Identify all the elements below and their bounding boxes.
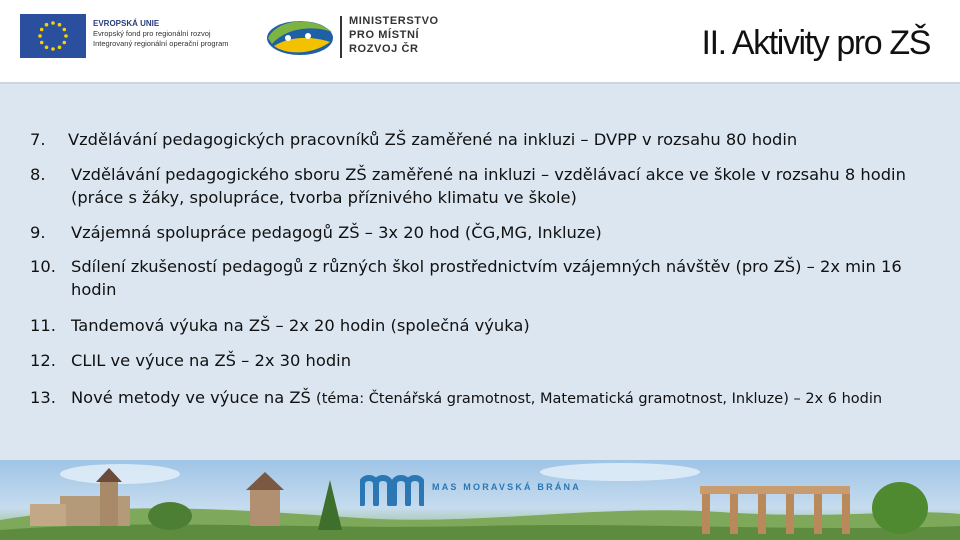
item-text: CLIL ve výuce na ZŠ – 2x 30 hodin (71, 351, 352, 370)
eu-star-icon (40, 28, 44, 32)
eu-star-icon (51, 21, 55, 25)
eu-line-3: Integrovaný regionální operační program (93, 39, 229, 48)
item-number: 13. (30, 388, 56, 407)
eu-star-icon (63, 28, 67, 32)
item-text: Vzdělávání pedagogických pracovníků ZŠ zaměřené na inkluzi – DVPP v rozsahu 80 hodin (68, 130, 798, 149)
eu-star-icon (40, 41, 44, 45)
slide-header (0, 0, 960, 84)
item-text: Vzdělávání pedagogického sboru ZŠ zaměřené na inkluzi – vzdělávací akce ve škole v rozsahu 8 hodin (práce s žáky, spolupráce, tvorba příznivého klimatu ve škole) (71, 165, 906, 207)
eu-line-1: EVROPSKÁ UNIE (93, 19, 160, 28)
eu-star-icon (64, 34, 68, 38)
eu-star-icon (45, 23, 49, 27)
item-text (71, 386, 920, 411)
item-text: Vzájemná spolupráce pedagogů ZŠ – 3x 20 hod (ČG,MG, Inkluze) (71, 223, 602, 242)
mas-name: MAS MORAVSKÁ BRÁNA (432, 482, 581, 492)
eu-star-icon (38, 34, 42, 38)
eu-star-icon (51, 47, 55, 51)
item-number: 12. (30, 351, 56, 370)
eu-star-icon (63, 41, 67, 45)
eu-star-icon (45, 46, 49, 50)
item-number: 10. (30, 257, 56, 276)
ministry-line-3: ROZVOJ ČR (349, 43, 419, 55)
mas-logo-icon (360, 472, 424, 506)
item-text: Tandemová výuka na ZŠ – 2x 20 hodin (společná výuka) (71, 316, 530, 335)
mmr-logo-icon (264, 14, 336, 60)
item-number: 8. (30, 165, 46, 184)
slide-title: II. Aktivity pro ZŠ (701, 24, 930, 62)
eu-star-icon (58, 23, 62, 27)
item-text: Sdílení zkušeností pedagogů z různých škol prostřednictvím vzájemných návštěv (pro ZŠ) – 2x min 16 hodin (71, 257, 902, 299)
landscape-banner-icon (0, 460, 960, 540)
item-text-note: (téma: Čtenářská gramotnost, Matematická gramotnost, Inkluze) – 2x 6 hodin (316, 391, 883, 407)
eu-star-icon (58, 46, 62, 50)
eu-program-text (93, 19, 263, 49)
item-number: 7. (30, 130, 46, 149)
item-number: 11. (30, 316, 56, 335)
logo-divider (340, 16, 342, 58)
eu-line-2: Evropský fond pro regionální rozvoj (93, 29, 211, 38)
ministry-text (349, 14, 439, 56)
eu-flag-icon (20, 14, 86, 58)
item-number: 9. (30, 223, 46, 242)
item-text-main: Nové metody ve výuce na ZŠ (71, 388, 317, 407)
ministry-line-2: PRO MÍSTNÍ (349, 29, 420, 41)
ministry-line-1: MINISTERSTVO (349, 15, 439, 27)
